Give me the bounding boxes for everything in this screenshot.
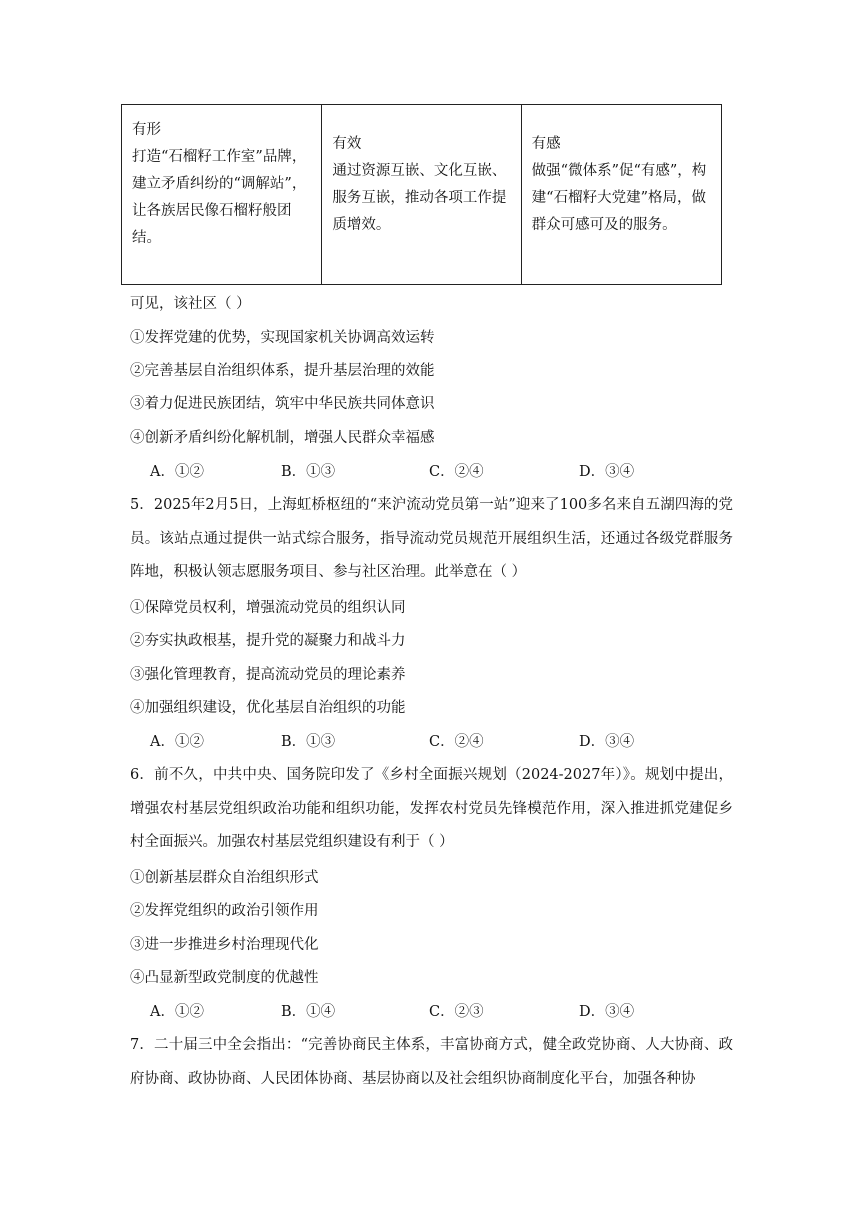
option-d[interactable]: D．③④ xyxy=(579,464,635,480)
q6-item: ①创新基层群众自治组织形式 xyxy=(130,870,319,886)
option-c[interactable]: C．②④ xyxy=(429,464,484,480)
info-table xyxy=(121,104,722,285)
q6-item: ③进一步推进乡村治理现代化 xyxy=(130,937,319,953)
option-a[interactable]: A．①② xyxy=(150,734,204,750)
q6-stem: 6．前不久，中共中央、国务院印发了《乡村全面振兴规划（2024-2027年）》。规划中提出，增强农村基层党组织政治功能和组织功能，发挥农村党员先锋模范作用，深入推进抓党建促乡村全面振兴。加强农村基层党组织建设有利于（ ） xyxy=(130,767,733,850)
cell-title: 有形 xyxy=(132,122,161,138)
q5-options xyxy=(150,732,750,752)
option-a[interactable]: A．①② xyxy=(150,464,204,480)
q5-stem: 5．2025年2月5日，上海虹桥枢纽的“来沪流动党员第一站”迎来了100多名来自五湖四海的党员。该站点通过提供一站式综合服务，指导流动党员规范开展组织生活，还通过各级党群服务阵地，积极认领志愿服务项目、参与社区治理。此举意在（ ） xyxy=(130,497,733,580)
table-cell-effective xyxy=(321,105,520,284)
option-d[interactable]: D．③④ xyxy=(579,1004,635,1020)
option-b[interactable]: B．①③ xyxy=(281,734,336,750)
q4-item: ③着力促进民族团结，筑牢中华民族共同体意识 xyxy=(130,396,435,412)
q6-item: ④凸显新型政党制度的优越性 xyxy=(130,970,319,986)
q5-item: ②夯实执政根基，提升党的凝聚力和战斗力 xyxy=(130,633,406,649)
cell-body: 做强“微体系”促“有感”，构建“石榴籽大党建”格局，做群众可感可及的服务。 xyxy=(531,163,707,233)
cell-title: 有效 xyxy=(332,136,362,152)
option-d[interactable]: D．③④ xyxy=(579,734,635,750)
table-cell-perceptible xyxy=(521,105,721,284)
option-b[interactable]: B．①③ xyxy=(281,464,336,480)
option-b[interactable]: B．①④ xyxy=(281,1004,336,1020)
q4-options xyxy=(150,462,750,482)
q6-options xyxy=(150,1002,750,1022)
q5-item: ③强化管理教育，提高流动党员的理论素养 xyxy=(130,667,406,683)
q5-item: ①保障党员权利，增强流动党员的组织认同 xyxy=(130,600,406,616)
q4-item: ①发挥党建的优势，实现国家机关协调高效运转 xyxy=(130,330,435,346)
option-a[interactable]: A．①② xyxy=(150,1004,204,1020)
option-c[interactable]: C．②③ xyxy=(429,1004,484,1020)
cell-body: 通过资源互嵌、文化互嵌、服务互嵌，推动各项工作提质增效。 xyxy=(332,163,507,233)
q5-item: ④加强组织建设，优化基层自治组织的功能 xyxy=(130,700,406,716)
q6-item: ②发挥党组织的政治引领作用 xyxy=(130,903,319,919)
q4-stem: 可见，该社区（ ） xyxy=(130,296,251,312)
option-c[interactable]: C．②④ xyxy=(429,734,484,750)
cell-title: 有感 xyxy=(531,136,561,152)
table-cell-tangible xyxy=(122,105,321,284)
q4-item: ②完善基层自治组织体系，提升基层治理的效能 xyxy=(130,363,435,379)
q4-item: ④创新矛盾纠纷化解机制，增强人民群众幸福感 xyxy=(130,430,435,446)
cell-body: 打造“石榴籽工作室”品牌，建立矛盾纠纷的“调解站”，让各族居民像石榴籽般团结。 xyxy=(132,149,307,246)
q7-stem: 7．二十届三中全会指出：“完善协商民主体系，丰富协商方式，健全政党协商、人大协商、政府协商、政协协商、人民团体协商、基层协商以及社会组织协商制度化平台，加强各种协 xyxy=(130,1037,733,1087)
